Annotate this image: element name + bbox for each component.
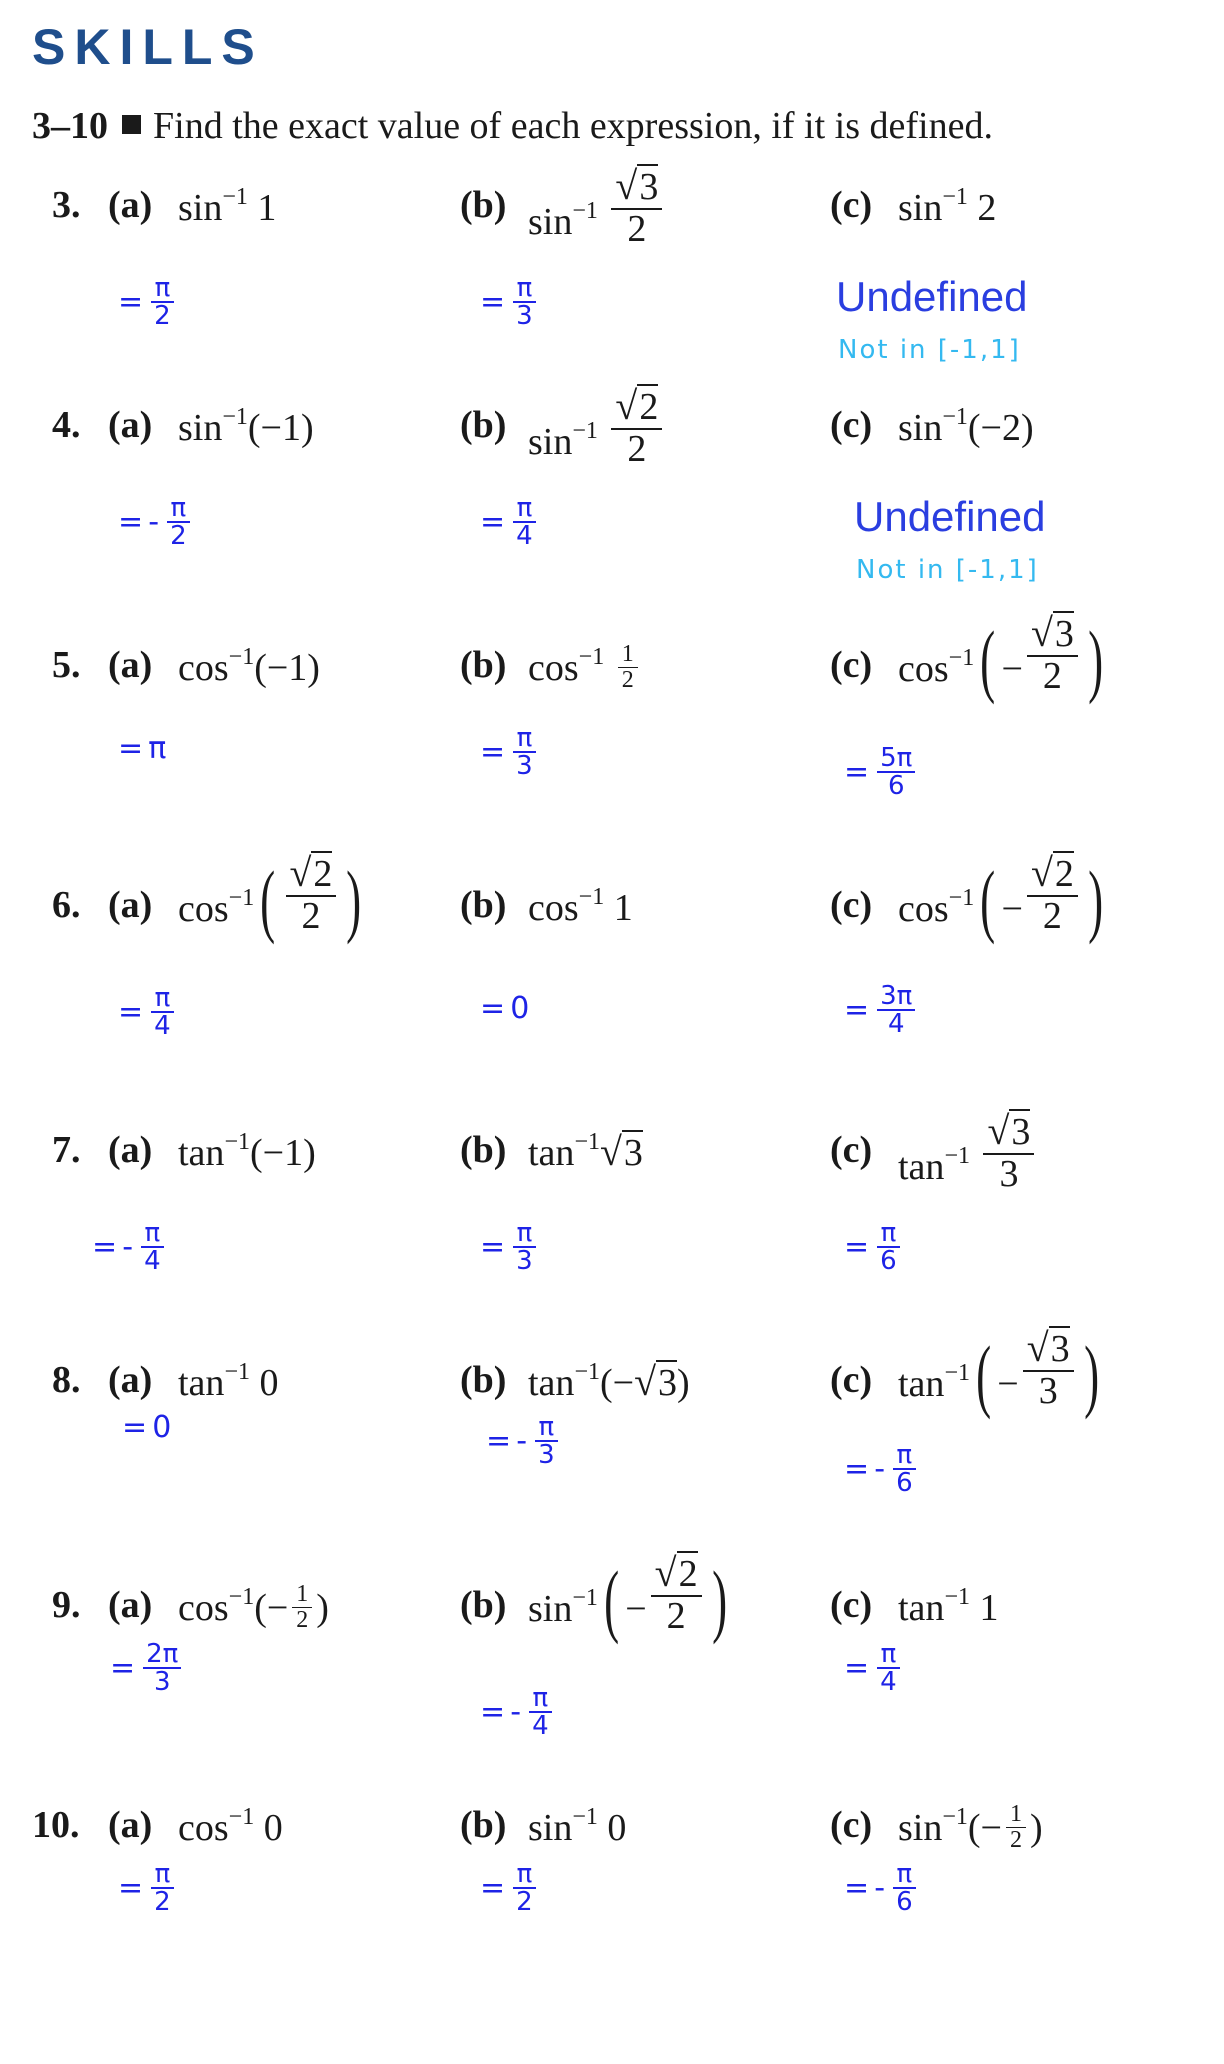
domain-note: Not in [-1,1] xyxy=(856,555,1039,585)
handwritten-answer: = $\frac{\pi}{2}$ xyxy=(118,275,174,329)
expression: $\cos^{-1}(-$ $\frac{1}{2}$ ) xyxy=(178,1580,329,1633)
expression: $\tan^{-1} 1$ xyxy=(898,1584,999,1629)
part-label: (a) xyxy=(108,404,153,446)
part-b xyxy=(460,383,820,615)
part-label: (c) xyxy=(830,1584,873,1626)
handwritten-answer: = $\frac{\pi}{4}$ xyxy=(118,985,174,1039)
expression: $\cos^{-1}(-1)$ xyxy=(178,644,320,689)
part-label: (b) xyxy=(460,1584,507,1626)
part-label: (b) xyxy=(460,884,507,926)
expression: $\tan^{-1}(-1)$ xyxy=(178,1129,316,1174)
part-c xyxy=(830,609,1190,855)
problem-range: 3–10 xyxy=(32,105,108,147)
problem-row xyxy=(0,849,1224,1095)
part-c xyxy=(830,1324,1190,1570)
expression: $\sin^{-1} 1$ xyxy=(178,184,277,229)
part-b xyxy=(460,635,820,855)
domain-note: Not in [-1,1] xyxy=(838,335,1021,365)
expression: $\tan^{-1}$ $\frac{√3}{3}$ xyxy=(898,1128,1038,1213)
part-a xyxy=(0,395,360,615)
expression: $\cos^{-1} 0$ xyxy=(178,1804,283,1849)
undefined-result: Undefined xyxy=(836,273,1028,320)
part-a xyxy=(0,635,360,855)
handwritten-answer: = $\frac{\pi}{3}$ xyxy=(480,275,536,329)
part-label: (b) xyxy=(460,404,507,446)
handwritten-answer: = - $\frac{\pi}{4}$ xyxy=(92,1220,164,1274)
part-a xyxy=(0,849,362,1095)
instructions xyxy=(32,104,993,148)
part-label: (b) xyxy=(460,1129,507,1171)
problem-row xyxy=(0,383,1224,615)
part-b xyxy=(460,1120,820,1340)
part-label: (b) xyxy=(460,1804,507,1846)
part-label: (c) xyxy=(830,404,873,446)
part-c xyxy=(830,1108,1190,1340)
handwritten-answer: = $\frac{\pi}{3}$ xyxy=(480,1220,536,1274)
handwritten-answer: = $\frac{5\pi}{6}$ xyxy=(844,745,915,799)
part-b xyxy=(460,1350,820,1570)
part-label: (a) xyxy=(108,884,153,926)
part-b xyxy=(460,1549,820,1795)
expression: $\tan^{-1}$( − $\frac{√3}{3}$ ) xyxy=(898,1324,1099,1420)
handwritten-answer: = $\frac{\pi}{4}$ xyxy=(844,1641,900,1695)
part-label: (c) xyxy=(830,644,873,686)
part-label: (c) xyxy=(830,1129,873,1171)
expression: $\cos^{-1} 1$ xyxy=(528,884,633,929)
problem-row xyxy=(0,1324,1224,1570)
part-b xyxy=(460,875,820,1095)
instructions-text: Find the exact value of each expression, if it is defined. xyxy=(153,105,993,147)
expression: $\cos^{-1}$( − $\frac{√2}{2}$ ) xyxy=(898,849,1104,945)
expression: $\tan^{-1}(-√3)$ xyxy=(528,1359,690,1404)
part-label: (b) xyxy=(460,644,507,686)
part-label: (b) xyxy=(460,1359,507,1401)
expression: $\tan^{-1}√3$ xyxy=(528,1129,643,1174)
part-c xyxy=(830,849,1190,1095)
handwritten-answer: = - $\frac{\pi}{4}$ xyxy=(480,1685,552,1739)
part-b xyxy=(460,163,820,395)
problem-number: 8. xyxy=(52,1359,81,1401)
problem-number: 7. xyxy=(52,1129,81,1171)
handwritten-answer: = $\frac{\pi}{2}$ xyxy=(480,1861,536,1915)
handwritten-answer: = - $\frac{\pi}{3}$ xyxy=(486,1414,558,1468)
part-label: (a) xyxy=(108,1584,153,1626)
handwritten-answer: = 0 xyxy=(122,1410,172,1445)
part-label: (c) xyxy=(830,184,873,226)
expression: $\sin^{-1}$ $\frac{√3}{2}$ xyxy=(528,183,666,268)
problem-number: 10. xyxy=(32,1804,80,1846)
part-c xyxy=(830,175,1190,395)
problem-row xyxy=(0,1795,1224,2015)
part-label: (c) xyxy=(830,1359,873,1401)
part-a xyxy=(0,1795,360,2015)
expression: $\cos^{-1}$ $\frac{1}{2}$ xyxy=(528,643,642,697)
part-c xyxy=(830,1575,1190,1795)
expression: $\cos^{-1}$( $\frac{√2}{2}$ ) xyxy=(178,849,362,945)
expression: $\sin^{-1}(-$ $\frac{1}{2}$ ) xyxy=(898,1800,1043,1853)
expression: $\sin^{-1}(-1)$ xyxy=(178,404,314,449)
expression: $\sin^{-1}(-2)$ xyxy=(898,404,1034,449)
handwritten-answer: = $\frac{\pi}{3}$ xyxy=(480,725,536,779)
part-a xyxy=(0,175,360,395)
undefined-result: Undefined xyxy=(854,493,1046,540)
handwritten-answer: = 0 xyxy=(480,991,530,1026)
part-label: (a) xyxy=(108,1359,153,1401)
problem-row xyxy=(0,609,1224,855)
handwritten-answer: = $\frac{\pi}{6}$ xyxy=(844,1220,900,1274)
part-label: (c) xyxy=(830,1804,873,1846)
section-heading: SKILLS xyxy=(32,19,264,75)
handwritten-answer: = $\frac{2\pi}{3}$ xyxy=(110,1641,181,1695)
expression: $\sin^{-1} 0$ xyxy=(528,1804,627,1849)
expression: $\sin^{-1}$ $\frac{√2}{2}$ xyxy=(528,403,666,488)
problem-number: 3. xyxy=(52,184,81,226)
problem-row xyxy=(0,163,1224,395)
problem-number: 4. xyxy=(52,404,81,446)
problem-row xyxy=(0,1108,1224,1340)
part-a xyxy=(0,1350,360,1570)
problem-row xyxy=(0,1549,1224,1795)
problem-number: 6. xyxy=(52,884,81,926)
handwritten-answer: = - $\frac{\pi}{6}$ xyxy=(844,1861,916,1915)
part-c xyxy=(830,395,1190,615)
handwritten-answer: = - $\frac{\pi}{2}$ xyxy=(118,495,190,549)
expression: $\sin^{-1} 2$ xyxy=(898,184,997,229)
handwritten-answer: = - $\frac{\pi}{6}$ xyxy=(844,1442,916,1496)
handwritten-answer: = $\frac{\pi}{2}$ xyxy=(118,1861,174,1915)
part-label: (b) xyxy=(460,184,507,226)
part-label: (a) xyxy=(108,1129,153,1171)
expression: $\sin^{-1}$( − $\frac{√2}{2}$ ) xyxy=(528,1549,727,1645)
part-c xyxy=(830,1795,1190,2015)
handwritten-answer: = π xyxy=(118,731,167,766)
expression: $\tan^{-1} 0$ xyxy=(178,1359,279,1404)
part-a xyxy=(0,1575,360,1795)
part-label: (c) xyxy=(830,884,873,926)
expression: $\cos^{-1}$( − $\frac{√3}{2}$ ) xyxy=(898,609,1104,705)
problem-number: 9. xyxy=(52,1584,81,1626)
part-label: (a) xyxy=(108,184,153,226)
part-label: (a) xyxy=(108,1804,153,1846)
part-b xyxy=(460,1795,820,2015)
part-a xyxy=(0,1120,360,1340)
part-label: (a) xyxy=(108,644,153,686)
handwritten-answer: = $\frac{\pi}{4}$ xyxy=(480,495,536,549)
square-bullet-icon xyxy=(122,115,141,134)
handwritten-answer: = $\frac{3\pi}{4}$ xyxy=(844,983,915,1037)
problem-number: 5. xyxy=(52,644,81,686)
